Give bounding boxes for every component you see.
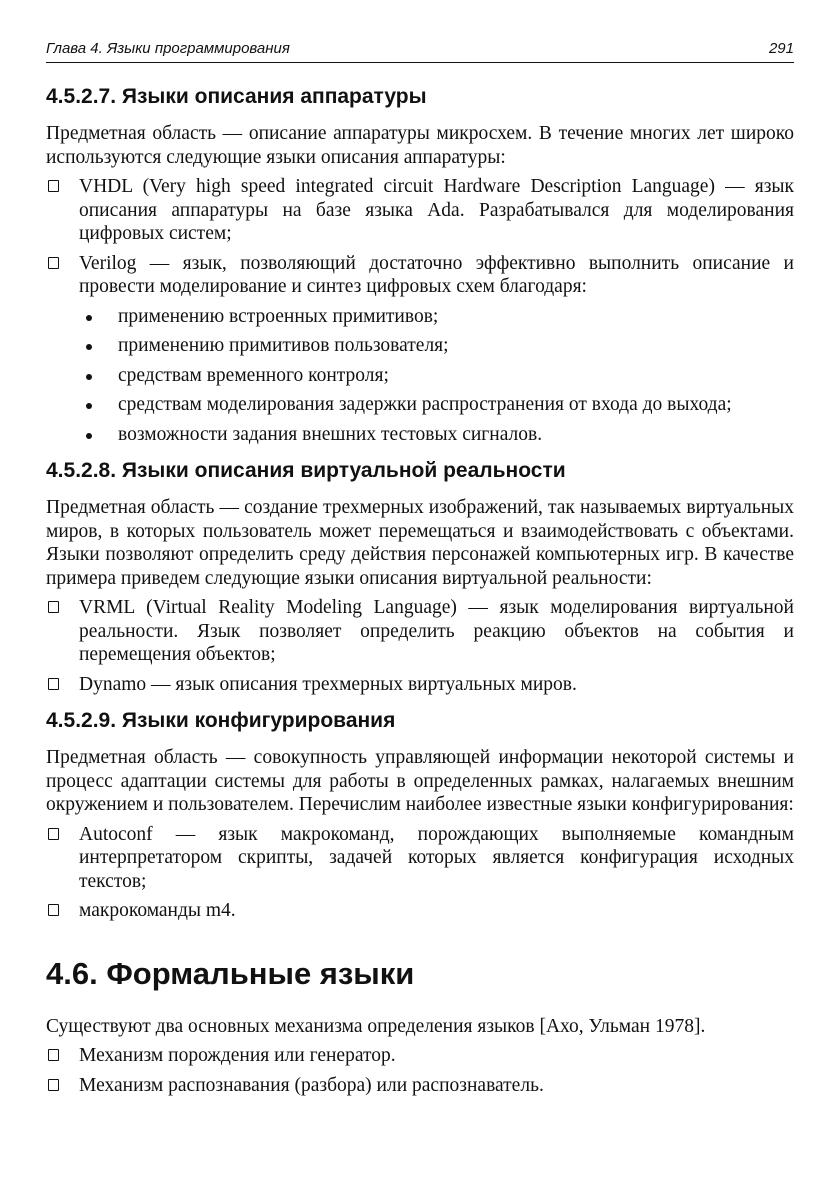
list-item-text: макрокоманды m4. [79,900,236,921]
section-heading-4528: 4.5.2.8. Языки описания виртуальной реальности [46,459,566,482]
square-bullet-icon [48,257,59,269]
dot-bullet-icon [86,403,92,409]
list-item [46,823,794,894]
section-intro-4529: Предметная область — совокупность управляющей информации некоторой системы и процесс адаптации системы для работы в определенных рамках, налагаемых внешним окружением и пользователем. Перечислим наиболее известные языки конфигурирования: [46,747,794,815]
list-item-text: VHDL (Very high speed integrated circuit Hardware Description Language) — язык описания аппаратуры на базе языка Ada. Разрабатывался для моделирования цифровых систем; [79,176,794,244]
sub-list-item-text: средствам моделирования задержки распространения от входа до выхода; [118,394,732,415]
page-content [46,84,794,1103]
sub-list-item [46,334,794,358]
list-item [46,673,794,697]
dot-bullet-icon [86,433,92,439]
list-item [46,899,794,923]
square-bullet-icon [48,828,59,840]
square-bullet-icon [48,678,59,690]
section-intro-4527: Предметная область — описание аппаратуры микросхем. В течение многих лет широко используются следующие языки описания аппаратуры: [46,123,794,168]
list-item [46,1074,794,1098]
dot-bullet-icon [86,374,92,380]
list-item-text: Verilog — язык, позволяющий достаточно эффективно выполнить описание и провести моделирование и синтез цифровых схем благодаря: [79,252,794,297]
square-bullet-icon [48,601,59,613]
sub-list-item-text: возможности задания внешних тестовых сигналов. [118,423,543,445]
chapter-title: Глава 4. Языки программирования [46,40,290,57]
square-bullet-icon [48,180,59,192]
sub-list-item-text: применению встроенных примитивов; [118,305,439,327]
list-item-text: Механизм распознавания (разбора) или распознаватель. [79,1074,544,1096]
sub-list-item-text: применению примитивов пользователя; [118,335,449,356]
list-item-text: VRML (Virtual Reality Modeling Language) — язык моделирования виртуальной реальности. Язык позволяет определить реакцию объектов на события и перемещения объектов; [79,597,794,665]
section-intro-46: Существуют два основных механизма определения языков [Ахо, Ульман 1978]. [46,1015,706,1037]
sub-list-item [46,393,794,417]
chapter-section-heading-46: 4.6. Формальные языки [46,955,415,991]
square-bullet-icon [48,1079,59,1091]
list-item [46,252,794,299]
list-item-text: Dynamo — язык описания трехмерных виртуальных миров. [79,673,577,695]
dot-bullet-icon [86,344,92,350]
section-intro-4528: Предметная область — создание трехмерных изображений, так называемых виртуальных миров, в которых пользователь может перемещаться и взаимодействовать с объектами. Языки позволяют определить среду действия персонажей компьютерных игр. В качестве примера приведем следующие языки описания виртуальной реальности: [46,497,794,589]
sub-list-item [46,423,794,447]
square-bullet-icon [48,904,59,916]
sub-list-item-text: средствам временного контроля; [118,364,389,386]
sub-list-item [46,305,794,329]
running-header [46,38,794,63]
square-bullet-icon [48,1049,59,1061]
list-item-text: Autoconf — язык макрокоманд, порождающих выполняемые командным интерпретатором скрипты, задачей которых является конфигурация исходных текстов; [79,823,794,892]
sub-list-item [46,364,794,388]
list-item [46,596,794,667]
list-item-text: Механизм порождения или генератор. [79,1045,396,1066]
section-heading-4527: 4.5.2.7. Языки описания аппаратуры [46,85,427,108]
list-item [46,1044,794,1068]
sub-list [46,305,794,447]
dot-bullet-icon [86,315,92,321]
section-heading-4529: 4.5.2.9. Языки конфигурирования [46,709,396,732]
page-number: 291 [768,40,794,57]
list-item [46,175,794,246]
